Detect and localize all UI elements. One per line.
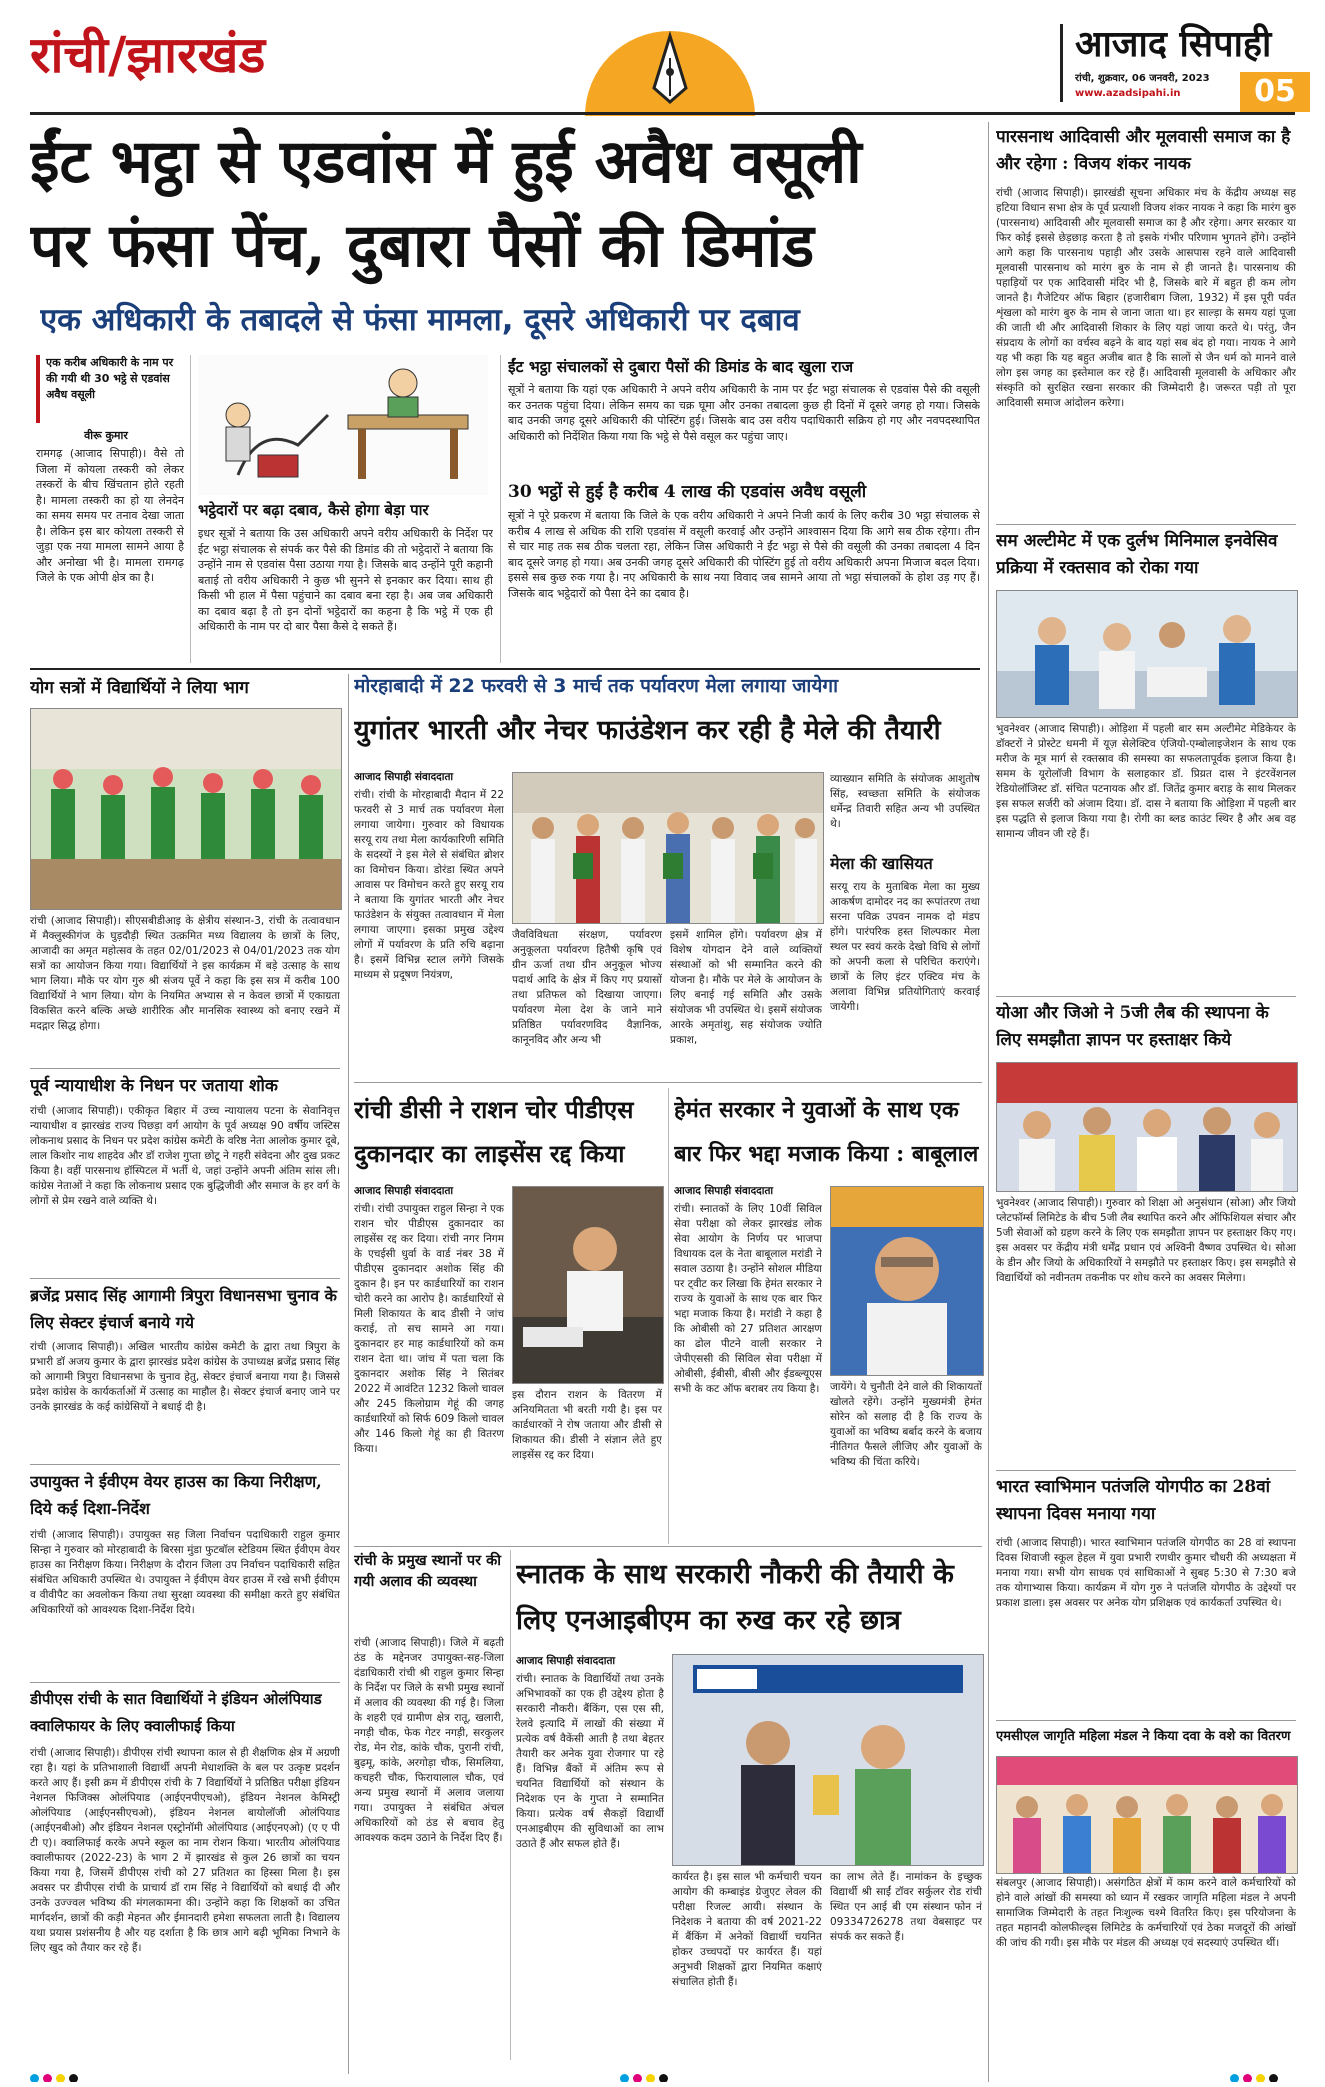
sainik-headline: रांची के प्रमुख स्थानों पर की गयी अलाव की व्यवस्था xyxy=(354,1552,502,1590)
lead-byline: वीरू कुमार xyxy=(84,429,128,442)
register-marks-center xyxy=(620,2068,700,2082)
evm-text: रांची (आजाद सिपाही)। उपायुक्त सह जिला निर्वाचन पदाधिकारी राहुल कुमार सिन्हा ने गुरुवार को मोरहाबादी के बिरसा मुंडा फुटबॉल स्टेडियम स्थित ईवीएम वेयर हाउस का निरीक्षण किया। निरीक्षण के दौरान जिला उप निर्वाचन पदाधिकारी सहित संबंधित अधिकारी उपस्थित थे। उपायुक्त ने ईवीएम वेयर हाउस में रखे सभी ईवीएम व वीवीपैट का अवलोकन किया तथा सुरक्षा व्यवस्था की समीक्षा करते हुए संबंधित अधिकारियों को आवश्यक दिशा-निर्देश दिये। xyxy=(30,1529,340,1616)
sainik-text: रांची (आजाद सिपाही)। जिले में बढ़ती ठंड के मद्देनजर उपायुक्त-सह-जिला दंडाधिकारी रांची श्री राहुल कुमार सिन्हा के निर्देश पर जिले के सभी प्रमुख स्थानों में अलाव की व्यवस्था की गई है। जिला के शहरी एवं ग्रामीण क्षेत्र रातू, खलारी, नगड़ी चौक, फेक गेटर नगड़ी, सरकुलर रोड, मेन रोड, कांके चौक, पुरानी रांची, बुढ़मू, कांके, अरगोड़ा चौक, सिमलिया, कचहरी चौक, फिरायालाल चौक, एवं अन्य प्रमुख स्थानों में अलाव जलाया गया। उपायुक्त ने संबंधित अंचल अधिकारियों को ठंड से बचाव हेतु आवश्यक कदम उठाने के निर्देश दिए हैं। xyxy=(354,1637,504,1844)
nibm-col3: का लाभ लेते हैं। नामांकन के इच्छुक विद्यार्थी श्री साईं टॉवर सर्कुलर रोड रांची स्थित एन आई बी एम संस्थान फोन नं 09334726278 तथा वेबसाइट पर संपर्क कर सकते हैं। xyxy=(830,1871,982,1943)
mela-col2: जैवविविधता संरक्षण, पर्यावरण अनुकूलता पर्यावरण हितैषी कृषि एवं ग्रीन ऊर्जा तथा ग्रीन अनुकूल भोज्य पदार्थ आदि के क्षेत्र में किए गए प्रयासों तथा प्रतिफल को दिखाया जाएगा। पर्यावरण मेला देश के जाने माने प्रतिष्ठित पर्यावरणविद वैज्ञानिक, कानूनविद और अन्य भी xyxy=(512,929,662,1046)
nibm-byline: आजाद सिपाही संवाददाता xyxy=(516,1655,616,1667)
paraswnath-headline: पारसनाथ आदिवासी और मूलवासी समाज का है और रहेगा : विजय शंकर नायक xyxy=(996,127,1291,174)
mela-col4: व्याख्यान समिति के संयोजक आशुतोष सिंह, स्वच्छता समिति के संयोजक धर्मेन्द्र तिवारी सहित अन्य भी उपस्थित थे। xyxy=(830,773,980,830)
lead-sub2-headline: 30 भट्ठों से हुई है करीब 4 लाख की एडवांस अवैध वसूली xyxy=(508,482,867,502)
pds-headline: रांची डीसी ने राशन चोर पीडीएस दुकानदार का लाइसेंस रद्द किया xyxy=(354,1095,634,1168)
babulal-byline: आजाद सिपाही संवाददाता xyxy=(674,1185,774,1197)
dps-text: रांची (आजाद सिपाही)। डीपीएस रांची स्थापना काल से ही शैक्षणिक क्षेत्र में अग्रणी रहा है। यहां के प्रतिभाशाली विद्यार्थी अपनी मेधाशक्ति के बल पर उत्कृष्ट प्रदर्शन करते आए हैं। इसी क्रम में डीपीएस रांची के 7 विद्यार्थियों ने प्रतिष्ठित परीक्षा इंडियन नेशनल फिजिक्स ओलंपियाड (आईएनपीएचओ), इंडियन नेशनल केमिस्ट्री ओलंपियाड (आईएनसीएचओ), इंडियन नेशनल बायोलॉजी ओलंपियाड (आईएनबीओ) और इंडियन नेशनल एस्ट्रोनॉमी ओलंपियाड (आईएनएओ) (ए ए पी टी ए)। क्वालिफाई करके अपने स्कूल का नाम रोशन किया। भारतीय ओलंपियाड क्वालीफायर (2022-23) के भाग 2 में झारखंड से कुल 26 छात्रों का चयन किया गया है, जिसमें डीपीएस रांची को 27 प्रतिशत का हिस्सा मिला है। इस अवसर पर डीपीएस रांची के प्राचार्य डॉ राम सिंह ने विद्यार्थियों को बधाई दी और उनके उज्ज्वल भविष्य की मंगलकामना की। उन्होंने कहा कि शिक्षकों का उचित मार्गदर्शन, छात्रों की कड़ी मेहनत और ईमानदारी हमेशा सफलता लाती है। विद्यालय यथा प्रयास प्रशंसनीय है और यह दर्शाता है कि छात्र आगे बढ़ी भूमिका निभाने के लिए खुद को तैयार कर रहे हैं। xyxy=(30,1747,340,1954)
lead-col1: रामगढ़ (आजाद सिपाही)। वैसे तो जिला में कोयला तस्करी को लेकर तस्करों के बीच खिंचतान होते रहती है। मामला तस्करी का हो या लेनदेन का समय समय पर तनाव देखा जाता है। लेकिन इस बार कोयला तस्करी से जुड़ा एक नया मामला सामने आया है और अनोखा भी है। मामला रामगढ़ जिले के एक ओपी क्षेत्र का है। xyxy=(36,447,184,584)
masthead xyxy=(0,0,1325,118)
shok-headline: पूर्व न्यायाधीश के निधन पर जताया शोक xyxy=(30,1076,278,1096)
evm-headline: उपायुक्त ने ईवीएम वेयर हाउस का किया निरीक्षण, दिये कई दिशा-निर्देश xyxy=(30,1472,322,1518)
mela-col1: रांची। रांची के मोरहाबादी मैदान में 22 फरवरी से 3 मार्च तक पर्यावरण मेला लगाया जायेगा। गुरुवार को विधायक सरयू राय तथा मेला कार्यकारिणी समिति के सदस्यों ने इस मेले से संबंधित ब्रोशर का विमोचन किया। डोरंडा स्थित अपने आवास पर विमोचन करते हुए सरयू राय ने बताया कि युगांतर भारती और नेचर फाउंडेशन के संयुक्त तत्वावधान में मेला लगाया जाएगा। इसका प्रमुख उद्देश्य लोगों में पर्यावरण के प्रति रुचि बढ़ाना है। इसमें विभिन्न स्टाल लगेंगे जिसके माध्यम से प्रदूषण नियंत्रण, xyxy=(354,789,504,981)
lead-headline-1: ईंट भट्ठा से एडवांस में हुई अवैध वसूली xyxy=(30,127,862,197)
dps-headline: डीपीएस रांची के सात विद्यार्थियों ने इंडियन ओलंपियाड क्वालिफायर के लिए क्वालीफाई किया xyxy=(30,1690,322,1735)
mela-col3: इसमें शामिल होंगे। पर्यावरण क्षेत्र में विशेष योगदान देने वाले व्यक्तियों संस्थाओं को भी सम्मानित करने की योजना है। मौके पर मेले के आयोजन के लिए बनाई गई समिति और उसके संयोजक भी उपस्थित थे। इसमें संयोजक आरके अमृतांशु, सह संयोजक ज्योति प्रकाश, xyxy=(670,929,822,1046)
register-marks-right xyxy=(1230,2068,1310,2082)
page-number: 05 xyxy=(1240,72,1310,112)
pds-byline: आजाद सिपाही संवाददाता xyxy=(354,1185,454,1197)
patanjali-text: रांची (आजाद सिपाही)। भारत स्वाभिमान पतंजलि योगपीठ का 28 वां स्थापना दिवस शिवाजी स्कूल हेहल में युवा प्रभारी रणधीर कुमार चौधरी की अध्यक्षता में मनाया गया। सभी योग साधक एवं साधिकाओं ने सुबह 5:30 से 7:30 बजे तक योगाभ्यास किया। कार्यक्रम में योग गुरु ने पतंजलि योगपीठ के उद्देश्यों पर प्रकाश डाला। इस अवसर पर अनेक योग प्रशिक्षक एवं कार्यकर्ता उपस्थित थे। xyxy=(996,1537,1296,1609)
hospital-photo xyxy=(996,590,1298,718)
mahila-text: संबलपुर (आजाद सिपाही)। असंगठित क्षेत्रों में काम करने वाले कर्मचारियों को होने वाले आंखों की समस्या को ध्यान में रखकर जागृति महिला मंडल ने अपनी सामाजिक जिम्मेदारी के तहत निःशुल्क चश्मे वितरित किए। इस परियोजना के तहत महानदी कोलफील्ड्स लिमिटेड के कर्मचारियों एवं ठेका मजदूरों की आंखों की जांच की गयी। इस मौके पर मंडल की अध्यक्ष एवं सदस्याएं उपस्थित थीं। xyxy=(996,1877,1296,1949)
mela-sub-headline: मेला की खासियत xyxy=(830,854,933,873)
pds-dc-photo xyxy=(512,1186,664,1384)
website: www.azadsipahi.in xyxy=(1075,88,1181,99)
lead-headline-2: पर फंसा पेंच, दुबारा पैसों की डिमांड xyxy=(30,211,815,281)
cartoon-caption: भट्ठेदारों पर बढ़ा दबाव, कैसे होगा बेड़ा पार xyxy=(198,501,429,519)
register-marks-left xyxy=(30,2068,110,2082)
ultimate-text: भुवनेश्वर (आजाद सिपाही)। ओड़िशा में पहली बार सम अल्टीमेट मेडिकेयर के डॉक्टरों ने प्रोस्टेट धमनी में यूज़ सेलेक्टिव एंजियो-एम्बोलाइजेशन के साथ एक मरीज के मूत्र मार्ग से रक्तस्राव की समस्या का सफलतापूर्वक इलाज किया है। समम के यूरोलॉजी विभाग के सलाहकार डॉ. प्रिय्रत दास ने इंटरवेंशनल रेडियोलॉजिस्ट डॉ. संचित पटनायक और डॉ. जितेंद्र कुमार बराड़ के साथ मिलकर इस सफल सर्जरी को अंजाम दिया। डॉ. दास ने बताया कि ओड़िशा में पहली बार इस पद्धति से इलाज किया गया है। रोगी का ब्लड काउंट स्थिर है और अब वह सामान्य जीवन जी रहे हैं। xyxy=(996,723,1296,840)
section-title: रांची/झारखंड xyxy=(30,25,266,84)
nibm-col1: रांची। स्नातक के विद्यार्थियों तथा उनके अभिभावकों का एक ही उद्देश्य होता है सरकारी नौकरी। बैंकिंग, एस एस सी, रेलवे इत्यादि में लाखों की संख्या में प्रत्येक वर्ष वैकेंसी आती है तथा बेहतर तैयारी कर अनेक युवा रोजगार पा रहे हैं। विभिन्न बैंकों में अंतिम रूप से चयनित विद्यार्थियों को संस्थान के निदेशक एन के गुप्ता ने सम्मानित किया। प्रत्येक वर्ष सैकड़ों विद्यार्थी एनआइबीएम की सुविधाओं का लाभ उठाते हैं और सफल होते हैं। xyxy=(516,1673,664,1850)
cartoon-illustration xyxy=(198,355,488,495)
lead-sub2-text: सूत्रों ने पूरे प्रकरण में बताया कि जिले के एक वरीय अधिकारी ने अपने निजी कार्य के लिए करीब 30 भट्ठा संचालक से करीब 4 लाख से अधिक की राशि एडवांस में वसूली करवाई और उन्होंने आश्वासन दिया कि आगे सब ठीक रहेगा। तीन से चार माह तक सब ठीक चलता रहा, लेकिन जिस अधिकारी ने ईंट भट्ठा से पैसे की वसूली की उनका तबादला 4 दिन बाद दूसरे जगह हो गया। अब उनकी जगह दूसरे अधिकारी की पोस्टिंग हुई तो वरीय अधिकारी अपना मिजाज बदल दिया। इससे सब कुछ रुक गया है। नए अधिकारी के साथ नया विवाद जब सामने आया तो भट्ठा संचालकों के होश उड़ गए हैं। जिसके बाद भट्ठेदारों को पैसा देने का दबाव है। xyxy=(508,509,980,600)
tripura-headline: ब्रजेंद्र प्रसाद सिंह आगामी त्रिपुरा विधानसभा चुनाव के लिए सेक्टर इंचार्ज बनाये गये xyxy=(30,1286,337,1332)
babulal-col1: रांची। स्नातकों के लिए 10वीं सिविल सेवा परीक्षा को लेकर झारखंड लोक सेवा आयोग के निर्णय पर भाजपा विधायक दल के नेता बाबूलाल मरांडी ने सवाल उठाया है। उन्होंने सोशल मीडिया पर ट्वीट कर लिखा कि हेमंत सरकार ने राज्य के युवाओं के साथ एक बार फिर भद्दा मजाक किया है। मरांडी ने कहा है कि ओबीसी को 27 प्रतिशत आरक्षण का ढोल पीटने वाली सरकार ने जेपीएससी की सिविल सेवा परीक्षा में ओबीसी, ईबीसी, बीसी और ईडब्ल्यूएस सभी के कट ऑफ बराबर तय किया है। xyxy=(674,1203,822,1395)
yoga-photo xyxy=(30,708,342,910)
mela-sub-text: सरयू राय के मुताबिक मेला का मुख्य आकर्षण दामोदर नद का रूपांतरण तथा सरना पविक्र उपवन नामक दो मंडप होंगे। पारंपरिक हस्त शिल्पकार मेला स्थल पर स्वयं करके देखो विधि से लोगों को अपनी कला से परिचित कराएंगे। छात्रों के लिए इंटर एक्टिव मंच के अलावा विभिन्न प्रतियोगिताएं करवाई जायेगी। xyxy=(830,881,980,1013)
lead-deck: एक अधिकारी के तबादले से फंसा मामला, दूसरे अधिकारी पर दबाव xyxy=(40,302,800,338)
pen-nib-logo xyxy=(580,18,760,116)
lead-pull-quote: एक करीब अधिकारी के नाम पर की गयी थी 30 भट्ठे से एडवांस अवैध वसूली xyxy=(36,355,186,423)
dateline: रांची, शुक्रवार, 06 जनवरी, 2023 xyxy=(1075,73,1210,84)
nibm-col2: कार्यरत है। इस साल भी कर्मचारी चयन आयोग की कम्बाइंड ग्रेजुएट लेवल की परीक्षा रिजल्ट आयी। संस्थान के निदेशक ने बताया की वर्ष 2021-22 में बैंकिंग में अनेकों विद्यार्थी चयनित होकर उच्चपदों पर कार्यरत हैं। यहां अनुभवी शिक्षकों द्वारा नियमित कक्षाएं संचालित होती हैं। xyxy=(672,1871,822,1988)
yoa-jio-photo xyxy=(996,1062,1298,1192)
babulal-photo xyxy=(830,1186,984,1376)
tripura-text: रांची (आजाद सिपाही)। अखिल भारतीय कांग्रेस कमेटी के द्वारा तथा त्रिपुरा के प्रभारी डॉ अजय कुमार के द्वारा झारखंड प्रदेश कांग्रेस के उपाध्यक्ष ब्रजेंद्र प्रसाद सिंह को आगामी त्रिपुरा विधानसभा के चुनाव हेतु, सेक्टर इंचार्ज बनाया गया है। जिससे प्रदेश कांग्रेस के कार्यकर्ताओं में उत्साह का माहौल है। सेक्टर इंचार्ज बनाए जाने पर उनके झारखंड के कई कांग्रेसियों ने बधाई दी है। xyxy=(30,1341,340,1413)
yoa-text: भुवनेश्वर (आजाद सिपाही)। गुरुवार को शिक्षा ओ अनुसंधान (सोआ) और जियो प्लेटफॉर्म्स लिमिटेड के बीच 5जी लैब स्थापित करने और ऑफिशियल संचार और 5जी सेवाओं को ग्रहण करने के लिए एक समझौता ज्ञापन पर हस्ताक्षर किए गए। इस अवसर पर केंद्रीय मंत्री धर्मेंद्र प्रधान एवं अश्विनी वैष्णव उपस्थित थे। सोआ के डीन और जियो के अधिकारियों ने समझौते पर हस्ताक्षर किए। इस समझौते से विद्यार्थियों को नवीनतम तकनीक पर शोध करने का अवसर मिलेगा। xyxy=(996,1197,1296,1284)
mahila-headline: एमसीएल जागृति महिला मंडल ने किया दवा के वशे का वितरण xyxy=(996,1729,1291,1744)
babulal-headline: हेमंत सरकार ने युवाओं के साथ एक बार फिर भद्दा मजाक किया : बाबूलाल xyxy=(674,1097,979,1167)
shok-text: रांची (आजाद सिपाही)। एकीकृत बिहार में उच्च न्यायालय पटना के सेवानिवृत्त न्यायाधीश व झारखंड राज्य पिछड़ा वर्ग आयोग के पूर्व अध्यक्ष 90 वर्षीय जस्टिस लोकनाथ प्रसाद के निधन पर प्रदेश कांग्रेस कमेटी के वरिष्ठ नेता आलोक कुमार दूबे, लाल किशोर नाथ शाहदेव और डॉ राजेश गुप्ता छोटू ने गहरी संवेदना और दुख प्रकट किया है। वहीं पारसनाथ हॉस्पिटल में भर्ती थे, जहां उन्होंने अपनी अंतिम सांस ली। कांग्रेस नेताओं ने कहा कि लोकनाथ प्रसाद एक बुद्धिजीवी और समाज के हर वर्ग के लोगों से प्रेम रखने वाले व्यक्ति थे। xyxy=(30,1105,340,1207)
lead-sub1-headline: ईंट भट्ठा संचालकों से दुबारा पैसों की डिमांड के बाद खुला राज xyxy=(508,357,854,376)
patanjali-headline: भारत स्वाभिमान पतंजलि योगपीठ का 28वां स्थापना दिवस मनाया गया xyxy=(996,1477,1271,1524)
yoga-headline: योग सत्रों में विद्यार्थियों ने लिया भाग xyxy=(30,678,249,698)
nibm-headline: स्नातक के साथ सरकारी नौकरी की तैयारी के लिए एनआइबीएम का रुख कर रहे छात्र xyxy=(516,1559,954,1636)
mela-banner: मोरहाबादी में 22 फरवरी से 3 मार्च तक पर्यावरण मेला लगाया जायेगा xyxy=(354,675,838,697)
mela-brochure-photo xyxy=(512,772,824,924)
mela-byline: आजाद सिपाही संवाददाता xyxy=(354,771,454,783)
mela-headline: युगांतर भारती और नेचर फाउंडेशन कर रही है मेले की तैयारी xyxy=(354,715,941,746)
lead-sub1-text: सूत्रों ने बताया कि यहां एक अधिकारी ने अपने वरीय अधिकारी के नाम पर ईंट भट्ठा संचालक से एडवांस पैसे की वसूली कर उनतक पहुंचा दिया। लेकिन समय का चक्र घूमा और उनका तबादला कुछ ही दिनों में दूसरे जगह हो गया। जिसके बाद उनकी जगह दूसरे अधिकारी की पोस्टिंग हुई। जिसके बाद उस वरीय पदाधिकारी सक्रिय हो गए और नवपदस्थापित अधिकारी को निर्देशित किया गया कि भट्ठे से पैसे वसूल कर पहुंचा जाए। xyxy=(508,383,980,443)
nibm-photo xyxy=(672,1654,984,1866)
yoa-headline: योआ और जिओ ने 5जी लैब की स्थापना के लिए समझौता ज्ञापन पर हस्ताक्षर किये xyxy=(996,1003,1269,1050)
pds-col1: रांची। रांची उपायुक्त राहुल सिन्हा ने एक राशन चोर पीडीएस दुकानदार का लाइसेंस रद्द कर दिया। रांची नगर निगम के एचईसी धुर्वा के वार्ड नंबर 38 में पीडीएस दुकानदार अशोक सिंह की दुकान है। इन पर कार्डधारियों का राशन चोरी करने का आरोप है। कार्डधारियों से मिली शिकायत के बाद डीसी ने जांच कराई, तो सच सामने आ गया। दुकानदार हर माह कार्डधारियों को कम राशन देता था। जांच में पता चला कि दुकानदार अशोक सिंह ने सितंबर 2022 में आवंटित 1232 किलो चावल और 245 किलोग्राम गेहूं की जगह कार्डधारियों को सिर्फ 609 किलो चावल और 146 किलो गेहूं का ही वितरण किया। xyxy=(354,1203,504,1455)
paraswnath-text: रांची (आजाद सिपाही)। झारखंडी सूचना अधिकार मंच के केंद्रीय अध्यक्ष सह हटिया विधान सभा क्षेत्र के पूर्व प्रत्याशी विजय शंकर नायक ने कहा कि मारंग बुरु (पारसनाथ) आदिवासी और मूलवासी समाज का है और रहेगा। अगर सरकार या फिर कोई इससे छेड़छाड़ करता है तो इसके गंभीर परिणाम भुगतने होंगे। उन्होंने आगे कहा कि पारसनाथ पहाड़ी और उसके आसपास रहने वाले आदिवासी मूलवासी पारसनाथ को मारंग बुरु के नाम से ही जानते है। पारसनाथ की पहाड़ियों पर एक आदिवासी मंदिर भी है, जिसके बारे में बहुत ही कम लोग जानते है। गैजेटियर ऑफ बिहार (हजारीबाग जिला, 1932) में इस पूरी पर्वत शृंखला को मारंग बुरु के नाम से जाना जाता था। हर साल्ड़ा के समय यहां पूजा की जाती थी और आदिवासी शिकार के लिए यहां जाया करते थे। परंतु, जैन संप्रदाय के लोगों का वर्चस्व बढ़ने के बाद यहां सब बंद हो गया। नायक ने आगे यह भी कहा कि यह बहुत अजीब बात है कि सालों से जैन धर्म को मानने वाले लोग इस जगह का इस्तेमाल कर रहे हैं। आदिवासी मूलवासी के अधिकार और संस्कृति को सुरक्षित रखना सरकार की जिम्मेदारी है। जरूरत पड़ी तो पूरा आदिवासी समाज आंदोलन करेगा। xyxy=(996,187,1296,409)
ultimate-headline: सम अल्टीमेट में एक दुर्लभ मिनिमाल इनवेसिव प्रक्रिया में रक्तसाव को रोका गया xyxy=(996,531,1278,578)
lead-col2: इधर सूत्रों ने बताया कि उस अधिकारी अपने वरीय अधिकारी के निर्देश पर ईट भट्ठा संचालक से संपर्क कर पैसे की डिमांड की तो भट्ठेदारों ने बताया कि उन्होंने नाम से एडवांस पैसा उठाया गया है। जिसके बाद उन्होंने पूरी कहानी बताई तो वरीय अधिकारी ने कुछ भी सुनने से इनकार कर दिया। साथ ही किसी भी हाल में पैसा पहुंचाने का दबाव बना रहा है। अब जब अधिकारी का दबाव बढ़ा है तो इन दोनों भट्ठेदारों का कहना है कि भट्ठे में एक ही अधिकारी के नाम पर दो बार पैसा कैसे दे सकते हैं। xyxy=(198,527,493,633)
pds-col2: इस दौरान राशन के वितरण में अनियमितता भी बरती गयी है। इस पर कार्डधारकों ने रोष जताया और डीसी से शिकायत की। डीसी ने संज्ञान लेते हुए लाइसेंस रद्द कर दिया। xyxy=(512,1389,662,1461)
mahila-photo xyxy=(996,1756,1298,1874)
yoga-text: रांची (आजाद सिपाही)। सीएसबीडीआइ के क्षेत्रीय संस्थान-3, रांची के तत्वावधान में मैक्लुस्कीगंज के घुड़दौड़ी स्थित उत्क्रमित मध्य विद्यालय के छात्रों के लिए, आजादी का अमृत महोत्सव के तहत 02/01/2023 से 04/01/2023 तक योग सत्रों का आयोजन किया गया। विद्यार्थियों ने इस कार्यक्रम में बड़े उत्साह के साथ भाग लिया। मौके पर योग गुरु श्री संजय पूर्वे ने कहा कि इस सत्र में करीब 100 विद्यार्थियों ने भाग लिया। योग के नियमित अभ्यास से न केवल छात्रों में एकाग्रता विकसित करने बल्कि अच्छे शारीरिक और मानसिक स्वास्थ्य को बनाए रखने में मदद्गार सिद्ध होगा। xyxy=(30,915,340,1032)
paper-name: आजाद सिपाही xyxy=(1075,23,1272,65)
babulal-col2: जायेंगे। ये चुनौती देने वाले की शिकायतों खोलते रहेंगे। उन्होंने मुख्यमंत्री हेमंत सोरेन को सलाह दी है कि राज्य के युवाओं का भविष्य बर्बाद करने के बजाय नीतिगत फैसले लीजिए और युवाओं के भविष्य की चिंता करिये। xyxy=(830,1381,982,1468)
